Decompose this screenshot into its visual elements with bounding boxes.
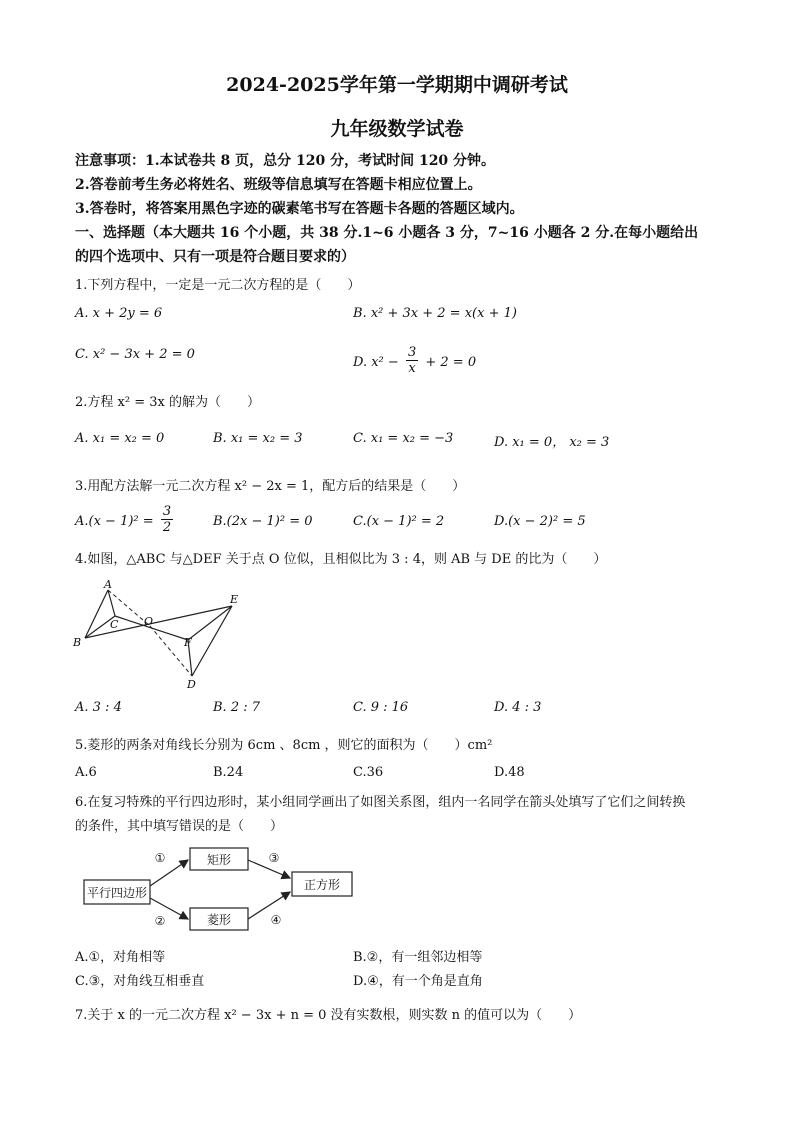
- q7-stem: 7.关于 x 的一元二次方程 x² − 3x + n = 0 没有实数根，则实数 n 的值可以为（ ）: [75, 1008, 582, 1023]
- note-1: 注意事项：1.本试卷共 8 页，总分 120 分，考试时间 120 分钟。: [75, 153, 496, 169]
- marker-4: ④: [270, 913, 282, 927]
- arrow-4: [248, 892, 290, 919]
- label-rectangle: 矩形: [206, 853, 232, 867]
- label-o: O: [144, 615, 154, 628]
- q4-option-d: D. 4 : 3: [494, 700, 542, 715]
- q5-option-c: C.36: [353, 765, 384, 780]
- label-rhombus: 菱形: [206, 913, 232, 927]
- q6-stem-line2: 的条件，其中填写错误的是（ ）: [75, 819, 284, 834]
- q5-option-a: A.6: [75, 765, 97, 780]
- section-heading-line2: 的四个选项中、只有一项是符合题目要求的）: [75, 249, 355, 265]
- note-3: 3.答卷时，将答案用黑色字迹的碳素笔书写在答题卡各题的答题区域内。: [75, 201, 524, 217]
- exam-subtitle: 九年级数学试卷: [330, 118, 464, 140]
- q4-similar-triangles-figure: [70, 578, 250, 690]
- segment-ac: [108, 590, 115, 616]
- q2-option-d: D. x₁ = 0， x₂ = 3: [494, 435, 610, 450]
- q4-stem: 4.如图，△ABC 与△DEF 关于点 O 位似，且相似比为 3 : 4，则 AB 与 DE 的比为（ ）: [75, 552, 607, 567]
- q1-option-d: D. x² − $\frac{3}{x}$ + 2 = 0: [353, 345, 477, 376]
- q5-option-b: B.24: [213, 765, 244, 780]
- label-square: 正方形: [303, 878, 341, 892]
- q2-stem: 2.方程 x² = 3x 的解为（ ）: [75, 395, 260, 410]
- label-f: F: [184, 636, 192, 649]
- q6-option-d: D.④，有一个角是直角: [353, 974, 483, 989]
- segment-ab: [85, 590, 108, 638]
- q3-option-a: A.(x − 1)² = $\frac{3}{2}$: [75, 504, 172, 535]
- dashed-od: [150, 626, 192, 676]
- q6-option-b: B.②，有一组邻边相等: [353, 950, 483, 965]
- label-c: C: [110, 618, 119, 631]
- q2-option-b: B. x₁ = x₂ = 3: [213, 431, 303, 446]
- q6-relationship-diagram: [78, 840, 368, 940]
- note-2: 2.答卷前考生务必将姓名、班级等信息填写在答题卡相应位置上。: [75, 177, 482, 193]
- q3-option-d: D.(x − 2)² = 5: [494, 514, 586, 529]
- label-d: D: [187, 678, 196, 690]
- section-heading-line1: 一、选择题（本大题共 16 个小题，共 38 分.1~6 小题各 3 分，7~16 小题各 2 分.在每小题给出: [75, 225, 699, 241]
- label-a: A: [104, 578, 112, 591]
- q5-option-d: D.48: [494, 765, 525, 780]
- q6-stem-line1: 6.在复习特殊的平行四边形时，某小组同学画出了如图关系图，组内一名同学在箭头处填写了它们之间转换: [75, 795, 686, 810]
- q1-option-c: C. x² − 3x + 2 = 0: [75, 347, 195, 362]
- label-b: B: [73, 636, 82, 649]
- q4-option-c: C. 9 : 16: [353, 700, 409, 715]
- q3-option-b: B.(2x − 1)² = 0: [213, 514, 313, 529]
- q1-option-b: B. x² + 3x + 2 = x(x + 1): [353, 306, 517, 321]
- q4-option-a: A. 3 : 4: [75, 700, 122, 715]
- label-parallelogram: 平行四边形: [86, 886, 148, 900]
- q3-stem: 3.用配方法解一元二次方程 x² − 2x = 1，配方后的结果是（ ）: [75, 479, 466, 494]
- q6-option-c: C.③，对角线互相垂直: [75, 974, 205, 989]
- segment-ed: [192, 606, 232, 676]
- q5-stem: 5.菱形的两条对角线长分别为 6cm 、8cm ，则它的面积为（ ）cm²: [75, 738, 493, 753]
- marker-1: ①: [154, 851, 166, 865]
- label-e: E: [230, 593, 239, 606]
- q1-stem: 1.下列方程中，一定是一元二次方程的是（ ）: [75, 278, 361, 293]
- q3-option-c: C.(x − 1)² = 2: [353, 514, 445, 529]
- q4-option-b: B. 2 : 7: [213, 700, 261, 715]
- q6-option-a: A.①，对角相等: [75, 950, 166, 965]
- q1-option-a: A. x + 2y = 6: [75, 306, 163, 321]
- marker-2: ②: [154, 914, 166, 928]
- exam-title: 2024-2025学年第一学期期中调研考试: [226, 74, 568, 96]
- marker-3: ③: [268, 851, 280, 865]
- q2-option-a: A. x₁ = x₂ = 0: [75, 431, 165, 446]
- q2-option-c: C. x₁ = x₂ = −3: [353, 431, 454, 446]
